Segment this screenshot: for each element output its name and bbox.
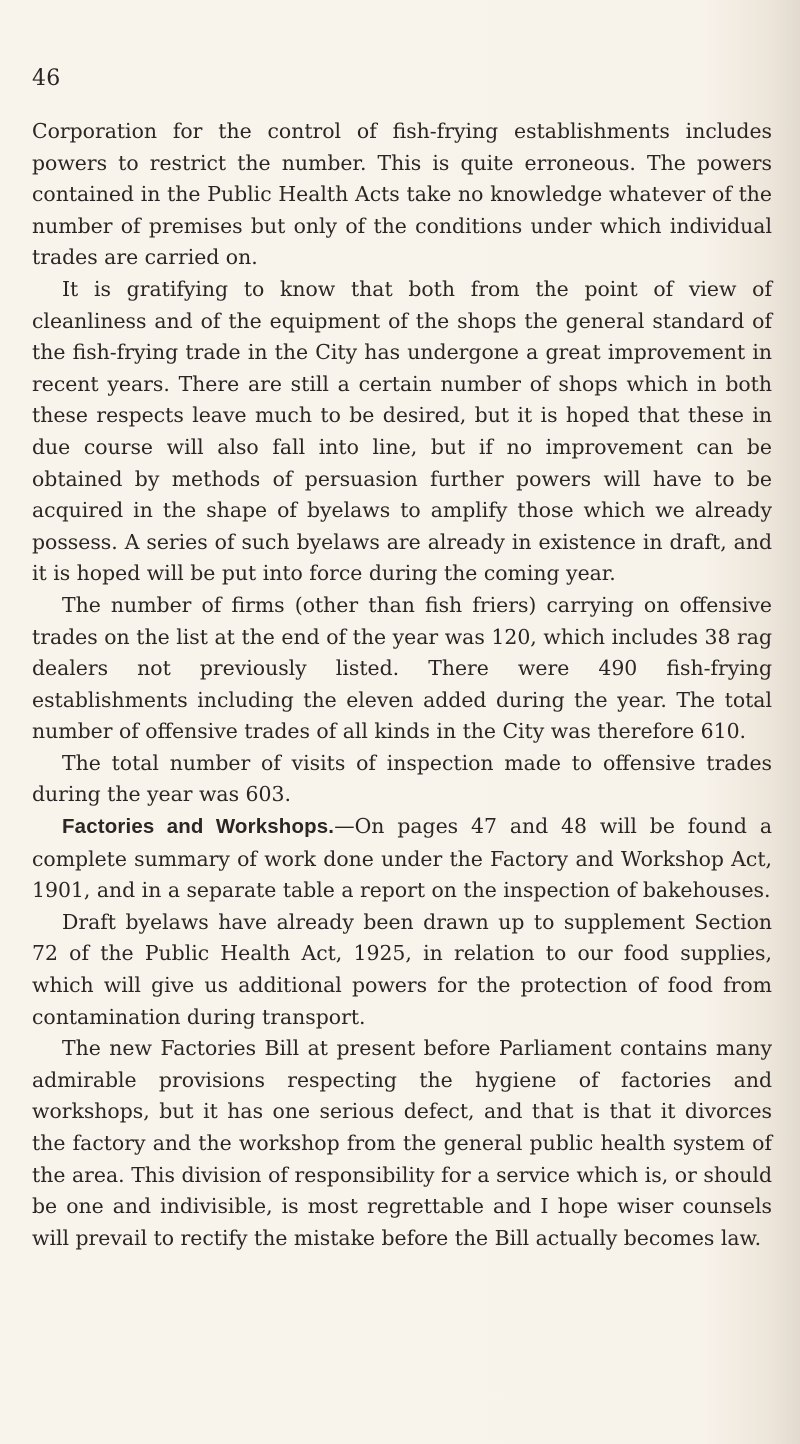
paragraph-continuation: Corporation for the control of fish-frying establishments includes powers to restrict the number. This is quite erroneous. The powers contained in the Public Health Acts take no knowledge whatever of the number of premises but only of the conditions under which individual trades are carried on. (32, 119, 772, 270)
paragraph-draft-byelaws: Draft byelaws have already been drawn up to supplement Section 72 of the Public Health Act, 1925, in relation to our food supplies, which will give us additional powers for the protection of food from contamination during transport. (32, 909, 772, 1029)
paragraph-inspection-visits: The total number of visits of inspection made to offensive trades during the year was 603. (32, 750, 772, 807)
paragraph-factories-workshops-text: —On pages 47 and 48 will be found a complete summary of work done under the Factory and Workshop Act, 1901, and in a separate table a report on the inspection of bakehouses. (32, 814, 772, 903)
paragraph-factories-workshops (32, 811, 772, 907)
section-heading-factories-workshops: Factories and Workshops. (62, 816, 335, 839)
paragraph-fish-frying-standards: It is gratifying to know that both from the point of view of cleanliness and of the equipment of the shops the general standard of the fish-frying trade in the City has undergone a great improvement in recent years. There are still a certain number of shops which in both these respects leave much to be desired, but it is hoped that these in due course will also fall into line, but if no improvement can be obtained by methods of persuasion further powers will have to be acquired in the shape of byelaws to amplify those which we already possess. A series of such byelaws are already in existence in draft, and it is hoped will be put into force during the coming year. (32, 276, 772, 586)
document-body (32, 116, 772, 1254)
paragraph-offensive-trades-count: The number of firms (other than fish friers) carrying on offensive trades on the list at the end of the year was 120, which includes 38 rag dealers not previously listed. There were 490 fish-frying establishments including the eleven added during the year. The total number of offensive trades of all kinds in the City was therefore 610. (32, 592, 772, 744)
paragraph-factories-bill: The new Factories Bill at present before Parliament contains many admirable provisions respecting the hygiene of factories and workshops, but it has one serious defect, and that is that it divorces the factory and the workshop from the general public health system of the area. This division of responsibility for a service which is, or should be one and indivisible, is most regrettable and I hope wiser counsels will prevail to rectify the mistake before the Bill actually becomes law. (32, 1036, 772, 1250)
page-number: 46 (32, 66, 61, 91)
